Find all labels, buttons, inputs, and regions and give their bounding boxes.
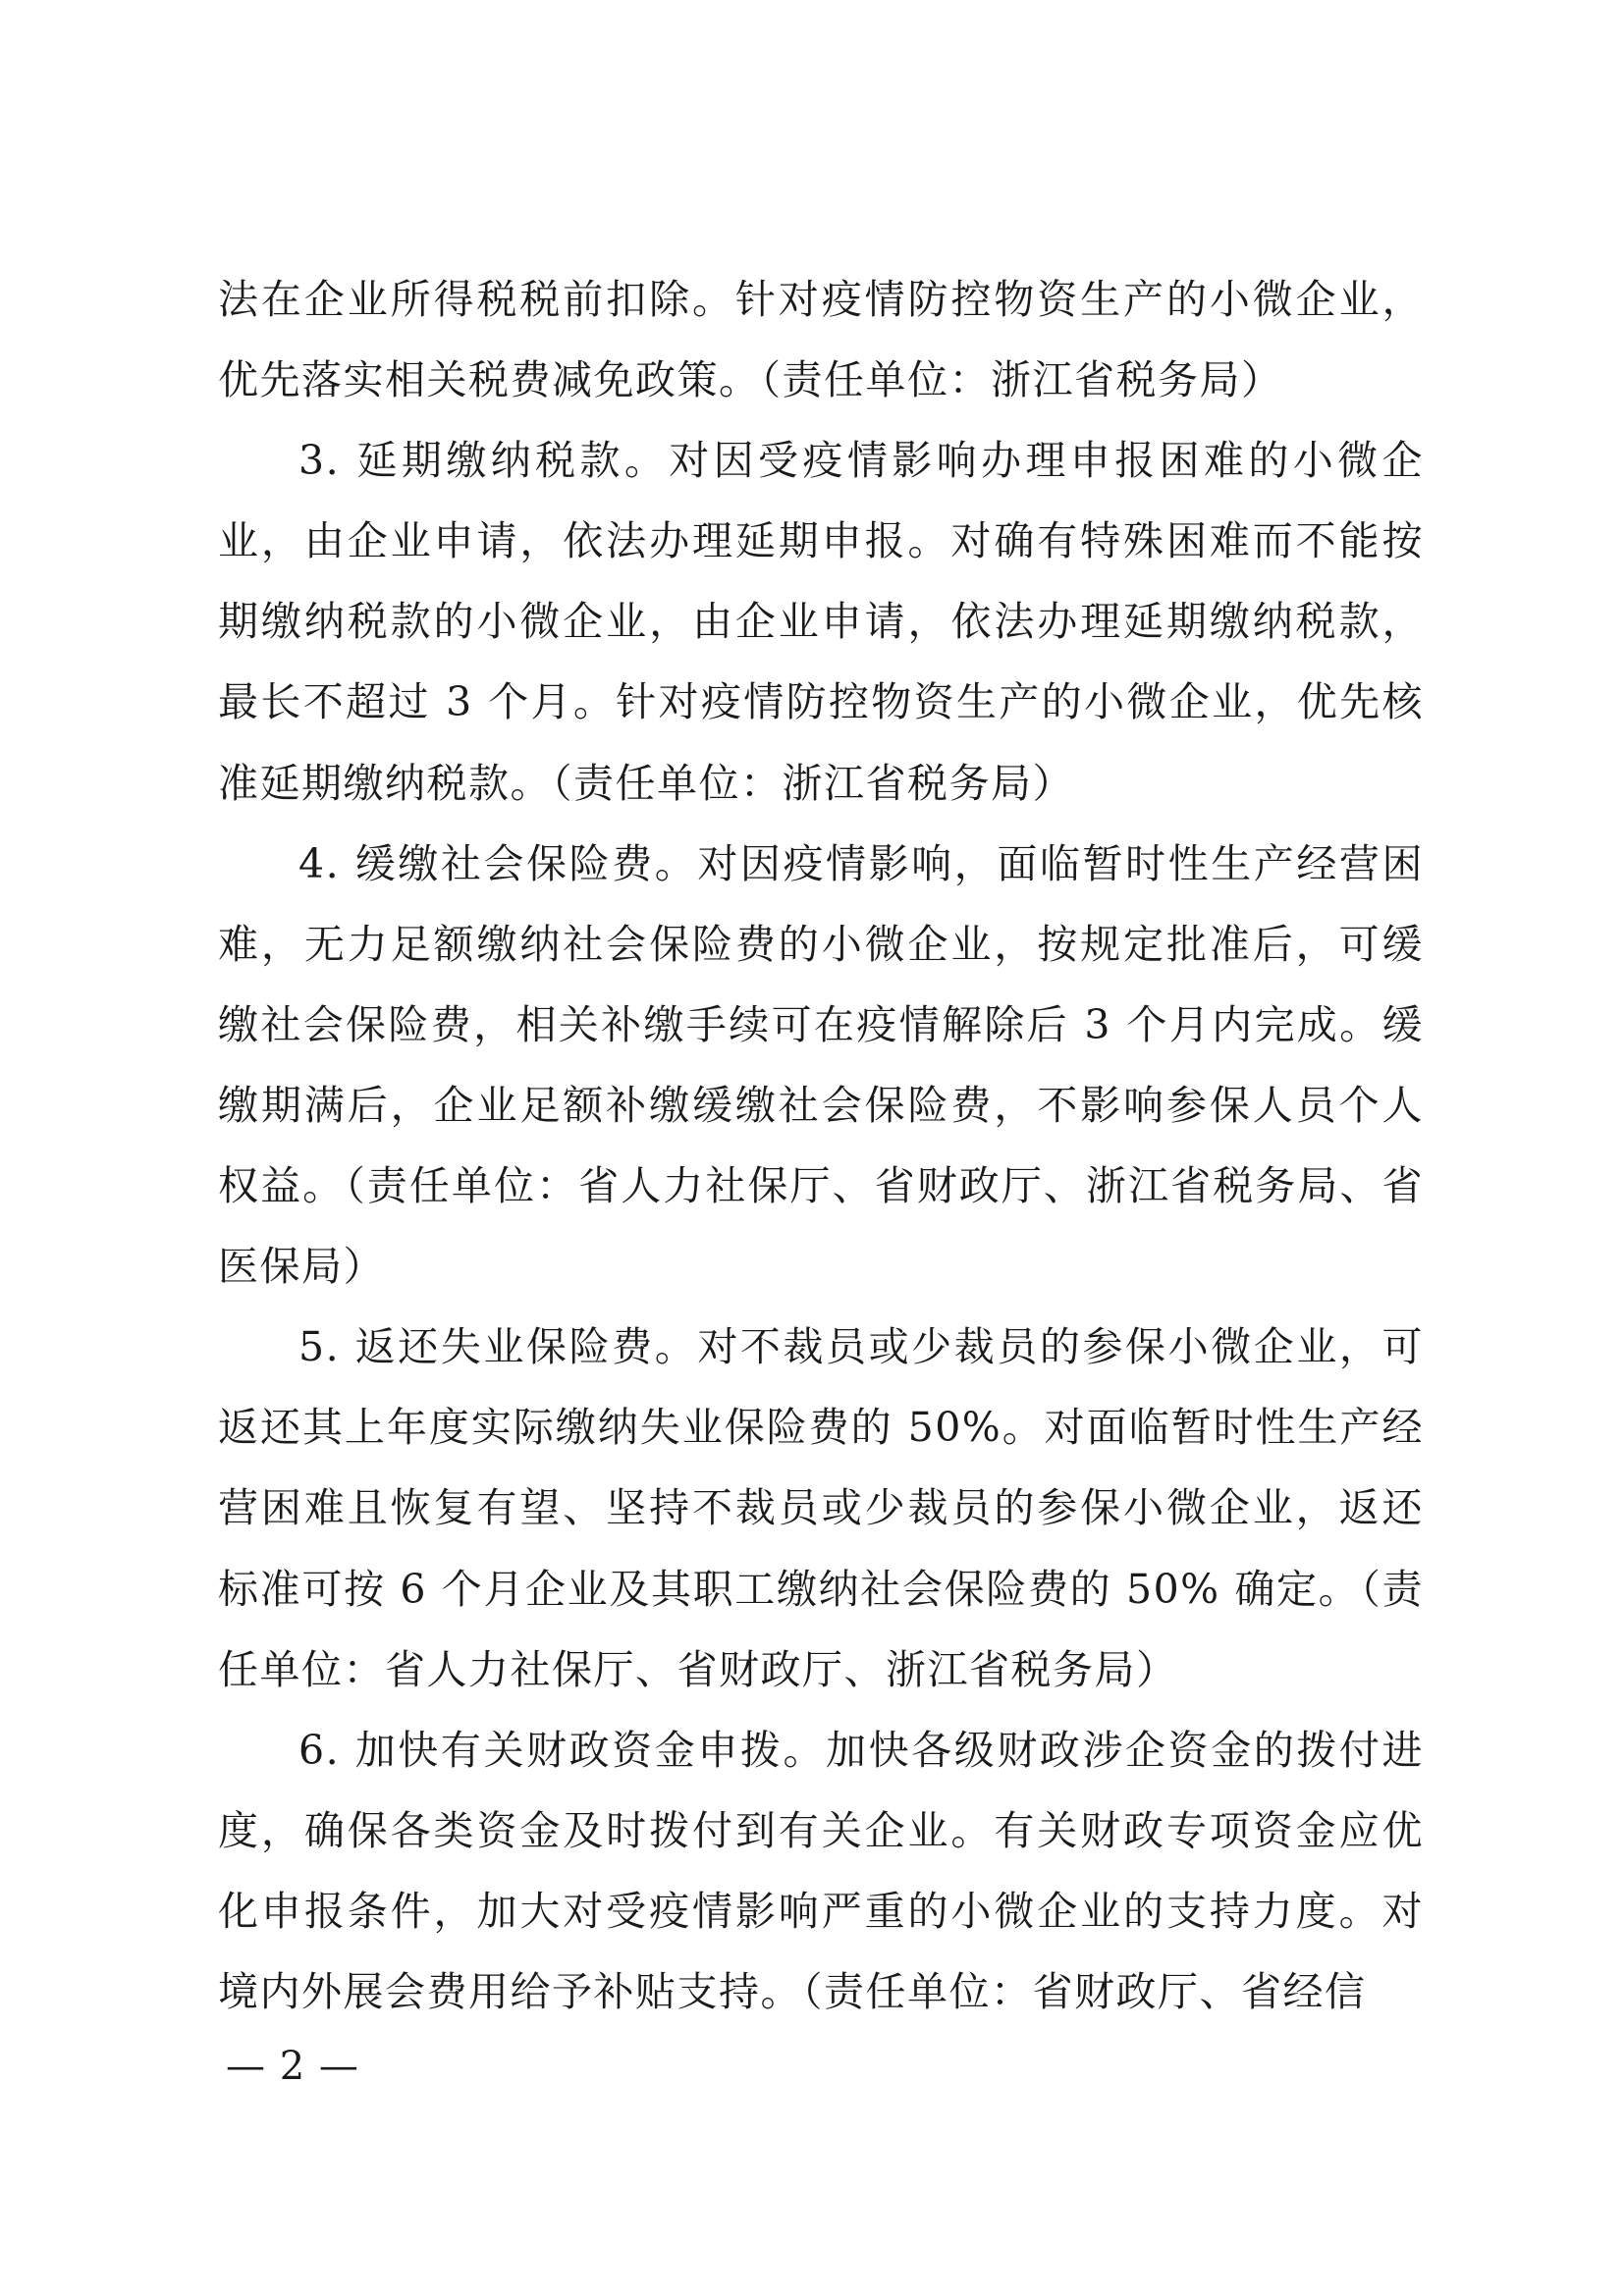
page-number: — 2 —: [226, 2044, 359, 2089]
document-body: [218, 259, 1424, 2032]
paragraph-fiscal-fund-allocation: 6. 加快有关财政资金申拨。加快各级财政涉企资金的拨付进度，确保各类资金及时拨付到有关企业。有关财政专项资金应优化申报条件，加大对受疫情影响严重的小微企业的支持力度。对境内外展会费用给予补贴支持。（责任单位：省财政厅、省经信: [218, 1726, 1424, 2015]
paragraph-unemployment-insurance-refund: 5. 返还失业保险费。对不裁员或少裁员的参保小微企业，可返还其上年度实际缴纳失业保险费的 50%。对面临暂时性生产经营困难且恢复有望、坚持不裁员或少裁员的参保小微企业，返还标准可按 6 个月企业及其职工缴纳社会保险费的 50% 确定。（责任单位：省人力社保厅、省财政厅、浙江省税务局）: [218, 1323, 1424, 1693]
paragraph-tax-deduction-continued: 法在企业所得税税前扣除。针对疫情防控物资生产的小微企业，优先落实相关税费减免政策。（责任单位：浙江省税务局）: [218, 276, 1424, 404]
paragraph-deferred-tax-payment: 3. 延期缴纳税款。对因受疫情影响办理申报困难的小微企业，由企业申请，依法办理延期申报。对确有特殊困难而不能按期缴纳税款的小微企业，由企业申请，依法办理延期缴纳税款，最长不超过 3 个月。针对疫情防控物资生产的小微企业，优先核准延期缴纳税款。（责任单位：浙江省税务局）: [218, 437, 1424, 807]
paragraph-social-insurance-deferral: 4. 缓缴社会保险费。对因疫情影响，面临暂时性生产经营困难，无力足额缴纳社会保险费的小微企业，按规定批准后，可缓缴社会保险费，相关补缴手续可在疫情解除后 3 个月内完成。缓缴期满后，企业足额补缴缓缴社会保险费，不影响参保人员个人权益。（责任单位：省人力社保厅、省财政厅、浙江省税务局、省医保局）: [218, 839, 1424, 1291]
